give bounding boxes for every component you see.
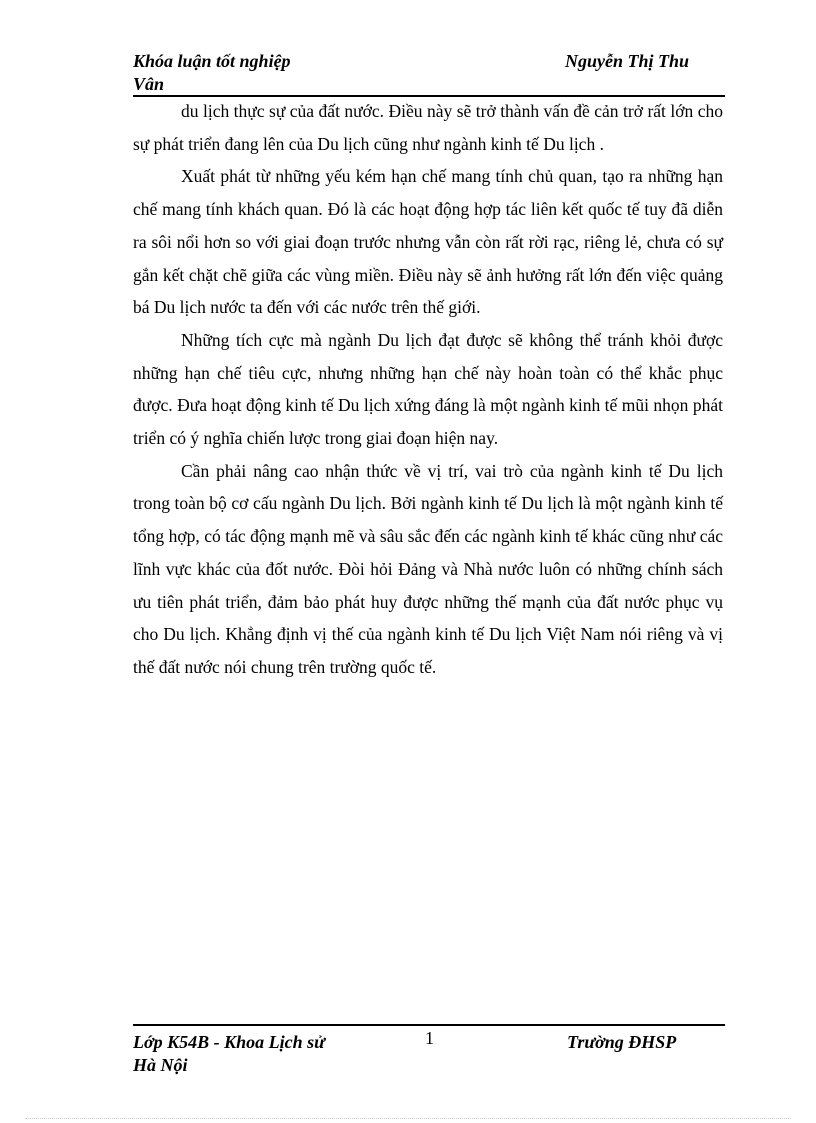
page-footer <box>133 1024 725 1084</box>
footer-left <box>133 1031 363 1077</box>
paragraph: Xuất phát từ những yếu kém hạn chế mang tính chủ quan, tạo ra những hạn chế mang tính khách quan. Đó là các hoạt động hợp tác liên kết quốc tế tuy đã diễn ra sôi nổi hơn so với giai đoạn trước nhưng vẫn còn rất rời rạc, riêng lẻ, chưa có sự gắn kết chặt chẽ giữa các vùng miền. Điều này sẽ ảnh hưởng rất lớn đến việc quảng bá Du lịch nước ta đến với các nước trên thế giới. <box>133 166 723 318</box>
footer-rule <box>133 1024 725 1026</box>
footer-school: Trường ĐHSP <box>567 1032 677 1052</box>
header-left <box>133 50 333 96</box>
page-number: 1 <box>425 1028 434 1048</box>
body-text <box>133 95 723 684</box>
header-author-wrap: Vân <box>133 74 165 94</box>
page-edge <box>25 1118 791 1119</box>
footer-class: Lớp K54B - Khoa Lịch sử <box>133 1032 325 1052</box>
header-author: Nguyễn Thị Thu <box>565 51 690 71</box>
paragraph: du lịch thực sự của đất nước. Điều này sẽ trở thành vấn đề cản trở rất lớn cho sự phát triển đang lên của Du lịch cũng như ngành kinh tế Du lịch . <box>133 101 723 154</box>
paragraph: Cần phải nâng cao nhận thức về vị trí, vai trò của ngành kinh tế Du lịch trong toàn bộ cơ cấu ngành Du lịch. Bởi ngành kinh tế Du lịch là một ngành kinh tế tổng hợp, có tác động mạnh mẽ và sâu sắc đến các ngành kinh tế khác cũng như các lĩnh vực khác của đốt nước. Đòi hỏi Đảng và Nhà nước luôn có những chính sách ưu tiên phát triển, đảm bảo phát huy được những thế mạnh của đất nước phục vụ cho Du lịch. Khẳng định vị thế của ngành kinh tế Du lịch Việt Nam nói riêng và vị thế đất nước nói chung trên trường quốc tế. <box>133 460 723 677</box>
page-header <box>133 50 725 100</box>
paragraph: Những tích cực mà ngành Du lịch đạt được sẽ không thể tránh khỏi được những hạn chế tiêu cực, nhưng những hạn chế này hoàn toàn có thể khắc phục được. Đưa hoạt động kinh tế Du lịch xứng đáng là một ngành kinh tế mũi nhọn phát triển có ý nghĩa chiến lược trong giai đoạn hiện nay. <box>133 329 723 449</box>
footer-city: Hà Nội <box>133 1055 188 1075</box>
header-title: Khóa luận tốt nghiệp <box>133 51 291 71</box>
